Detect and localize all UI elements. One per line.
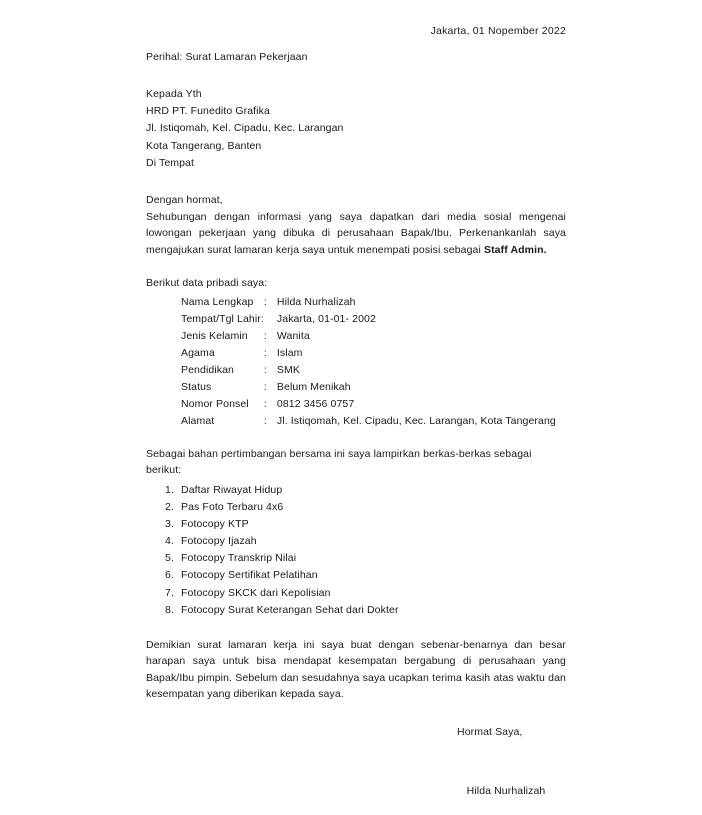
data-label: Agama — [181, 347, 215, 360]
attachments-intro: Sebagai bahan pertimbangan bersama ini saya lampirkan berkas-berkas sebagai berikut: — [146, 448, 532, 477]
opening-paragraph — [146, 209, 566, 259]
recipient-line: Di Tempat — [146, 156, 195, 169]
list-item — [146, 516, 566, 533]
data-value: Wanita — [276, 330, 310, 343]
list-item — [146, 585, 566, 602]
list-item — [146, 533, 566, 550]
date-line: Jakarta, 01 Nopember 2022 — [430, 25, 566, 37]
list-item-number: 2. — [165, 501, 174, 514]
recipient-line: Jl. Istiqomah, Kel. Cipadu, Kec. Larangan — [146, 122, 344, 135]
list-item — [146, 499, 566, 516]
list-item-label: Fotocopy Sertifikat Pelatihan — [181, 569, 318, 582]
list-item-number: 1. — [165, 484, 174, 497]
recipient-line: HRD PT. Funedito Grafika — [146, 105, 270, 118]
list-item-label: Daftar Riwayat Hidup — [181, 484, 283, 497]
data-value: Jl. Istiqomah, Kel. Cipadu, Kec. Larangan, Kota Tangerang — [276, 415, 556, 428]
list-item — [146, 482, 566, 499]
data-label: Alamat — [181, 415, 215, 428]
recipient-block — [146, 86, 566, 172]
table-row — [181, 362, 556, 379]
data-label: Jenis Kelamin — [181, 330, 248, 343]
personal-data-intro: Berikut data pribadi saya: — [146, 277, 268, 290]
data-label: Nomor Ponsel — [181, 398, 249, 411]
data-separator: : — [263, 364, 267, 377]
list-item-number: 3. — [165, 518, 174, 531]
list-item-number: 6. — [165, 569, 174, 582]
list-item-number: 7. — [165, 586, 174, 599]
recipient-line: Kepada Yth — [146, 88, 202, 100]
data-label: Pendidikan — [181, 364, 235, 377]
table-row — [181, 413, 556, 430]
data-label: Nama Lengkap — [181, 296, 254, 309]
subject-line: Perihal: Surat Lamaran Pekerjaan — [146, 51, 308, 63]
table-row — [181, 379, 556, 396]
list-item-number: 4. — [165, 535, 174, 548]
data-separator: : — [263, 381, 267, 394]
salutation: Dengan hormat, — [146, 194, 223, 207]
recipient-line: Kota Tangerang, Banten — [146, 139, 262, 152]
position-emphasis: Staff Admin. — [483, 243, 547, 256]
data-separator — [264, 311, 277, 328]
data-value: 0812 3456 0757 — [276, 398, 355, 411]
data-label: Tempat/Tgl Lahir: — [181, 313, 264, 326]
opening-paragraph-text: Sehubungan dengan informasi yang saya dapatkan dari media sosial mengenai lowongan pekerjaan yang dibuka di perusahaan Bapak/Ibu. Perkenankanlah saya mengajukan surat lamaran kerja saya untuk menempati posisi sebagai — [146, 210, 566, 256]
list-item-label: Fotocopy KTP — [181, 518, 249, 531]
signature-closing: Hormat Saya, — [457, 725, 523, 738]
signature-name: Hilda Nurhalizah — [466, 784, 546, 797]
list-item — [146, 602, 566, 619]
table-row — [181, 328, 556, 345]
data-separator: : — [263, 330, 267, 343]
list-item-label: Fotocopy Transkrip Nilai — [181, 552, 297, 565]
data-value: Islam — [276, 347, 303, 360]
attachments-list — [146, 482, 566, 619]
data-value: Belum Menikah — [276, 381, 351, 394]
list-item — [146, 550, 566, 567]
table-row — [181, 294, 556, 311]
list-item-label: Fotocopy SKCK dari Kepolisian — [181, 586, 331, 599]
data-separator: : — [263, 415, 267, 428]
data-value: SMK — [276, 364, 300, 377]
closing-paragraph: Demikian surat lamaran kerja ini saya buat dengan sebenar-benarnya dan besar harapan saya untuk bisa mendapat kesempatan bergabung di perusahaan yang Bapak/Ibu pimpin. Sebelum dan sesudahnya saya ucapkan terima kasih atas waktu dan kesempatan yang diberikan kepada saya. — [146, 638, 566, 701]
signature-block — [146, 725, 566, 815]
table-row — [181, 311, 556, 328]
table-row — [181, 396, 556, 413]
list-item-number: 8. — [165, 603, 174, 616]
data-label: Status — [181, 381, 212, 394]
list-item — [146, 567, 566, 584]
list-item-number: 5. — [165, 552, 174, 565]
list-item-label: Pas Foto Terbaru 4x6 — [181, 501, 284, 514]
data-value: Jakarta, 01-01- 2002 — [276, 313, 376, 326]
data-separator: : — [263, 398, 267, 411]
data-separator: : — [263, 296, 267, 309]
list-item-label: Fotocopy Ijazah — [181, 535, 257, 548]
table-row — [181, 345, 556, 362]
data-value: Hilda Nurhalizah — [276, 296, 356, 309]
personal-data-table — [181, 294, 556, 430]
list-item-label: Fotocopy Surat Keterangan Sehat dari Dokter — [181, 603, 399, 616]
data-separator: : — [263, 347, 267, 360]
letter-content — [146, 0, 566, 815]
